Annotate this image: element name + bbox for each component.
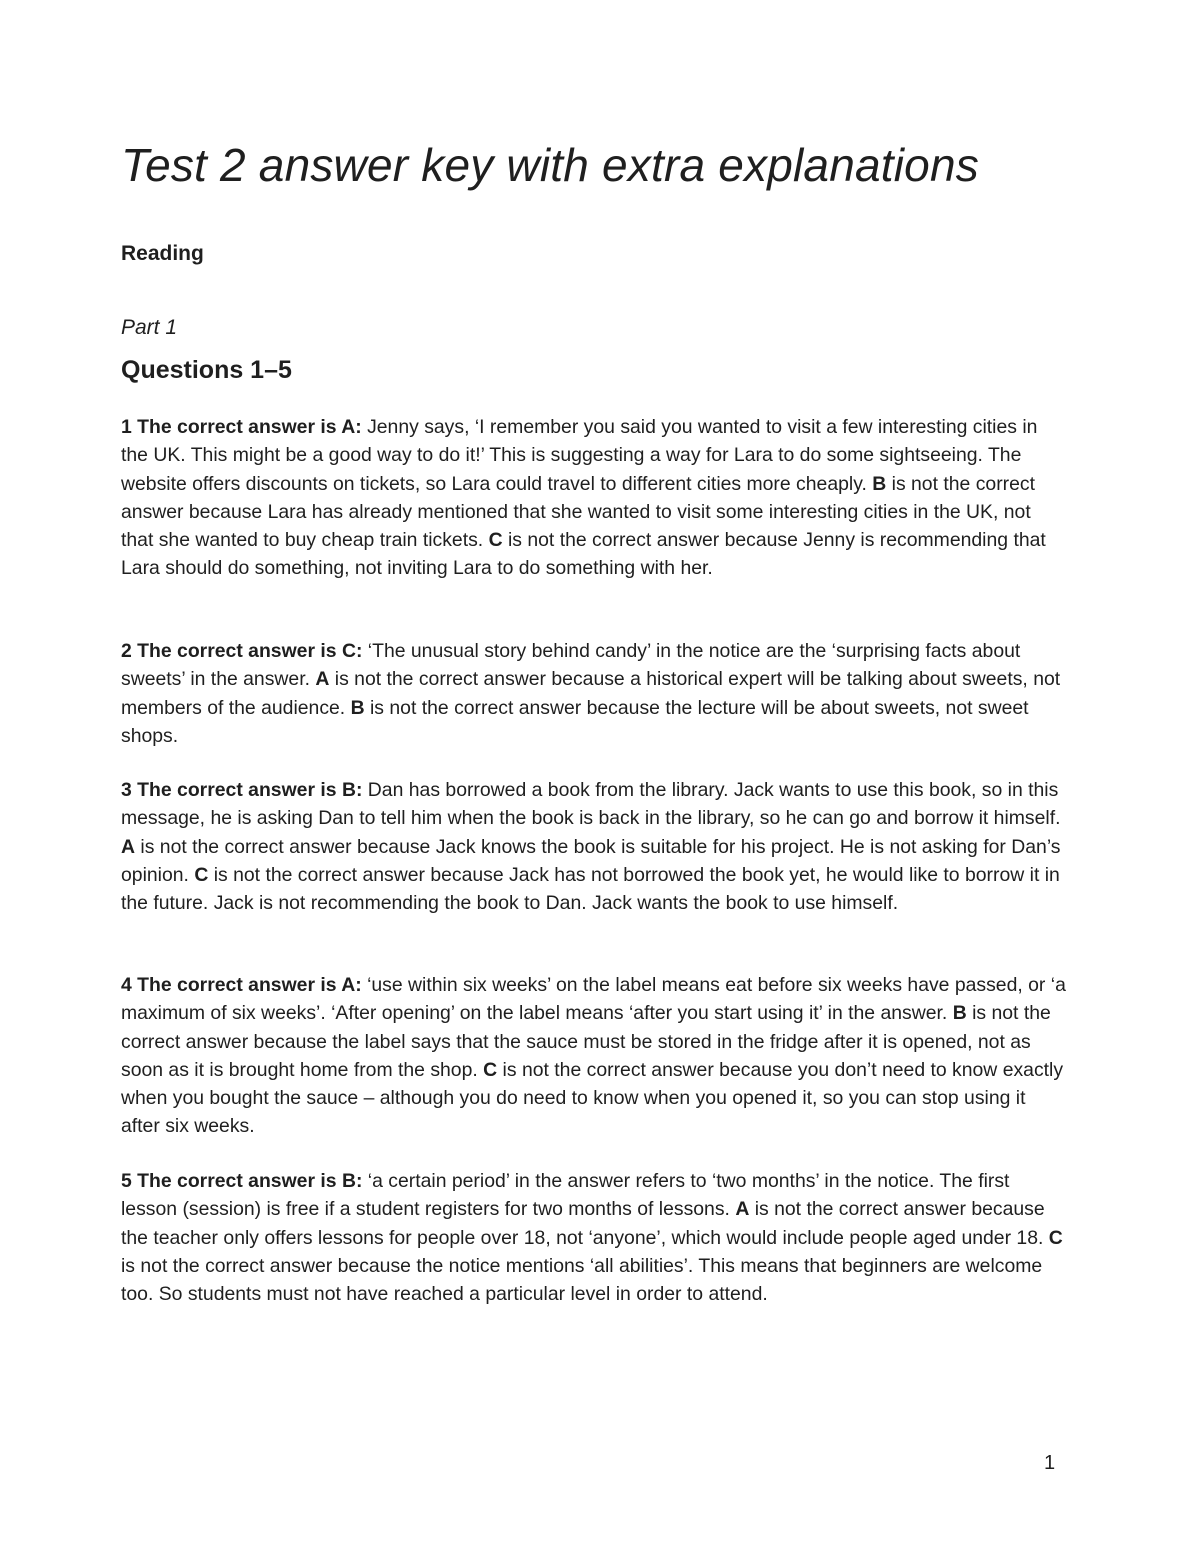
- answer-paragraph-1: [121, 413, 1066, 583]
- answer-text: is not the correct answer because Jenny is recommending that Lara should do something, not inviting Lara to do something with her.: [121, 529, 1046, 580]
- answer-text: is not the correct answer because a historical expert will be talking about sweets, not members of the audience.: [121, 668, 1061, 719]
- answer-paragraph-3: [121, 776, 1066, 917]
- questions-heading: Questions 1–5: [121, 356, 292, 384]
- document-title: Test 2 answer key with extra explanations: [121, 139, 979, 191]
- answer-text: is not the correct answer because you don’t need to know exactly when you bought the sauce – although you do need to know when you opened it, so you can stop using it after six weeks.: [121, 1058, 1064, 1138]
- option-letter: B: [872, 472, 887, 495]
- answer-label: 1 The correct answer is A:: [121, 416, 362, 438]
- answer-text: ‘use within six weeks’ on the label means eat before six weeks have passed, or ‘a maximum of six weeks’. ‘After opening’ on the label means ‘after you start using it’ in the answer.: [121, 974, 1066, 1025]
- option-letter: C: [194, 863, 209, 886]
- answer-paragraph-2: [121, 637, 1066, 750]
- answer-text: is not the correct answer because the teacher only offers lessons for people over 18, not ‘anyone’, which would include people aged under 18.: [121, 1198, 1049, 1249]
- option-letter: C: [1048, 1226, 1063, 1249]
- option-letter: C: [483, 1058, 498, 1081]
- answer-text: ‘The unusual story behind candy’ in the notice are the ‘surprising facts about sweets’ in the answer.: [121, 640, 1021, 691]
- answer-text: ‘a certain period’ in the answer refers to ‘two months’ in the notice. The first lesson (session) is free if a student registers for two months of lessons.: [121, 1170, 1010, 1221]
- answer-text: is not the correct answer because Jack knows the book is suitable for his project. He is not asking for Dan’s opinion.: [121, 835, 1061, 886]
- answer-text: is not the correct answer because Jack has not borrowed the book yet, he would like to borrow it in the future. Jack is not recommending the book to Dan. Jack wants the book to use himself.: [121, 863, 1060, 915]
- answer-label: 2 The correct answer is C:: [121, 640, 363, 662]
- option-letter: B: [350, 696, 365, 719]
- answer-text: is not the correct answer because the notice mentions ‘all abilities’. This means that beginners are welcome too. So students must not have reached a particular level in order to attend.: [121, 1254, 1043, 1306]
- answer-text: Dan has borrowed a book from the library. Jack wants to use this book, so in this message, he is asking Dan to tell him when the book is back in the library, so he can go and borrow it himself.: [121, 779, 1061, 830]
- option-letter: A: [315, 668, 330, 691]
- option-letter: B: [952, 1002, 967, 1025]
- answer-text: is not the correct answer because the label says that the sauce must be stored in the fridge after it is opened, not as soon as it is brought home from the shop.: [121, 1002, 1051, 1081]
- answer-paragraph-5: [121, 1167, 1066, 1308]
- part-label: Part 1: [121, 316, 178, 339]
- answer-paragraph-4: [121, 971, 1066, 1141]
- answer-text: is not the correct answer because the lecture will be about sweets, not sweet shops.: [121, 696, 1029, 747]
- answer-label: 4 The correct answer is A:: [121, 974, 362, 996]
- answer-text: is not the correct answer because Lara has already mentioned that she wanted to visit some interesting cities in the UK, not that she wanted to buy cheap train tickets.: [121, 472, 1035, 552]
- page-number: 1: [1044, 1452, 1056, 1474]
- section-title: Reading: [121, 242, 204, 265]
- option-letter: A: [121, 835, 136, 858]
- option-letter: A: [735, 1198, 750, 1221]
- answer-label: 5 The correct answer is B:: [121, 1170, 363, 1192]
- answer-text: Jenny says, ‘I remember you said you wanted to visit a few interesting cities in the UK. This might be a good way to do it!’ This is suggesting a way for Lara to do some sightseeing. The website offers discounts on tickets, so Lara could travel to different cities more cheaply.: [121, 416, 1038, 495]
- answer-label: 3 The correct answer is B:: [121, 779, 363, 801]
- option-letter: C: [488, 529, 503, 552]
